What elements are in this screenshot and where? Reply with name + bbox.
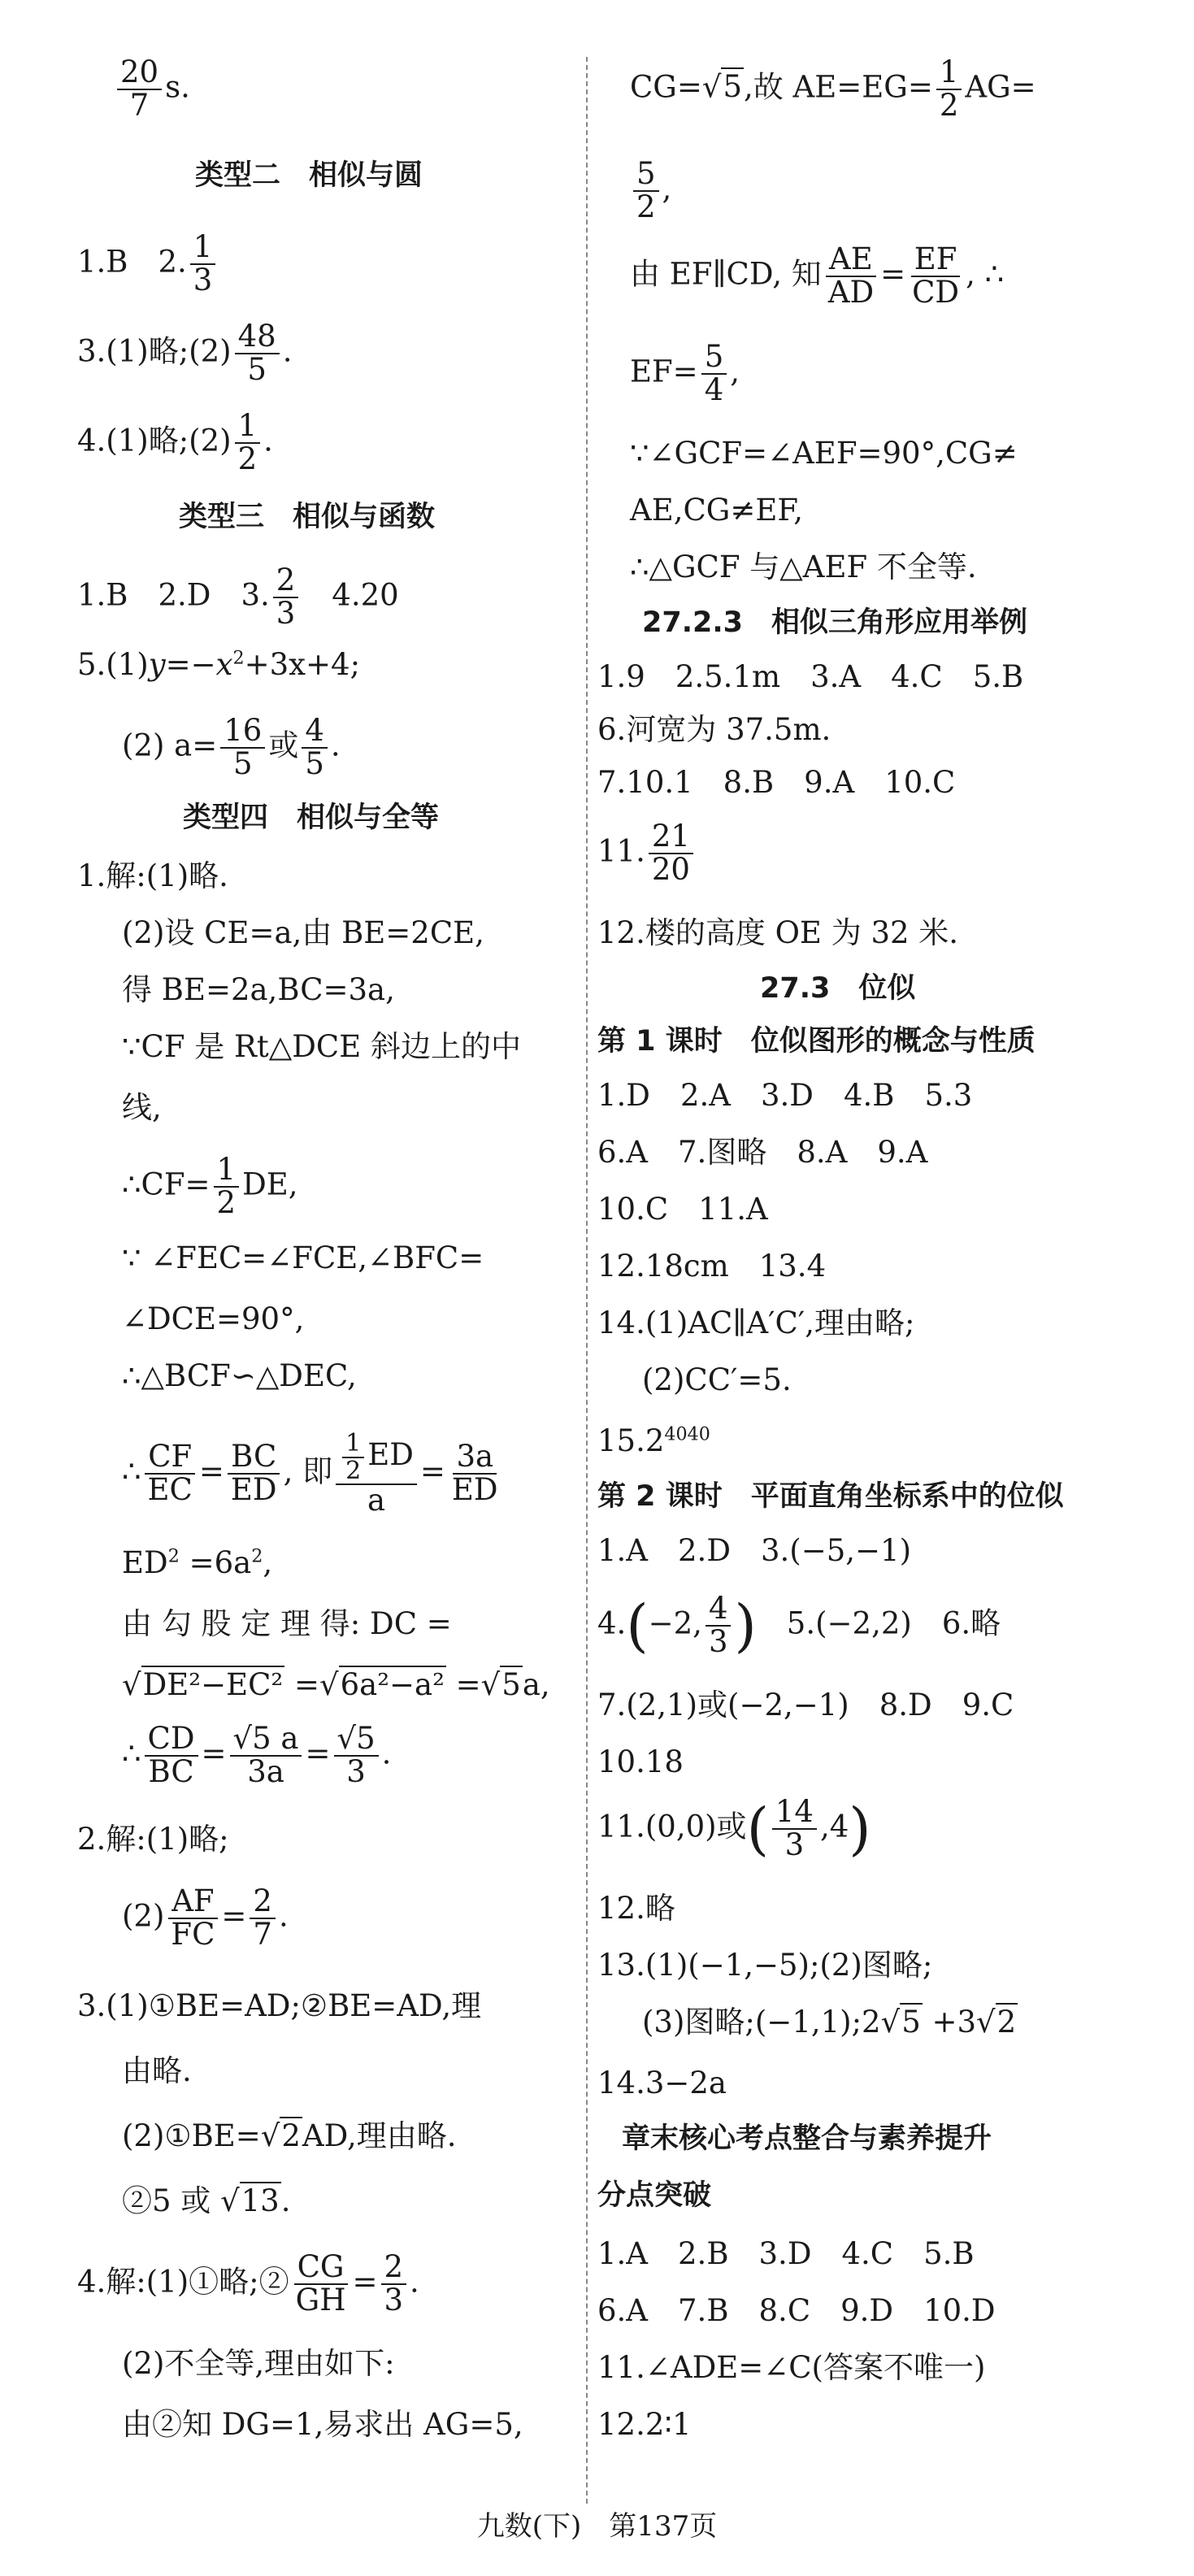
answer-line: ∴△GCF 与△AEF 不全等. [630, 550, 977, 584]
answer-line: (2)设 CE=a,由 BE=2CE, [122, 915, 484, 950]
answer-line: ∴△BCF∽△DEC, [122, 1358, 357, 1393]
answer-line: 12.楼的高度 OE 为 32 米. [597, 915, 959, 950]
answer-line: ∵∠GCF=∠AEF=90°,CG≠ [630, 436, 1018, 471]
answer-line: 6.A 7.图略 8.A 9.A [597, 1135, 928, 1170]
answer-line: (2)①BE=√2AD,理由略. [122, 2118, 457, 2153]
answer-line: ②5 或 √13. [122, 2183, 291, 2218]
answer-line: 14.3−2a [597, 2066, 727, 2100]
answer-line: 12.2∶1 [597, 2407, 692, 2442]
answer-line: 11. $\frac{21}{20}$ [597, 821, 697, 886]
answer-line: 线, [122, 1090, 162, 1125]
answer-line: $15.2^{4040}$ [597, 1423, 710, 1458]
answer-line: ∴ $\frac{CF}{EC}$ = $\frac{BC}{ED}$ , 即 $\frac{1}{2}$ ED a = $\frac{3a}{ED}$ [122, 1429, 498, 1518]
answer-line: ∴CF= $\frac{1}{2}$ DE, [122, 1152, 298, 1220]
answer-line: (2) $\frac{AF}{FC}$ = $\frac{2}{7}$ . [122, 1883, 289, 1952]
section-heading: 27.3 位似 [760, 972, 916, 1005]
answer-line: 1.A 2.D 3.(−5,−1) [597, 1533, 912, 1568]
answer-line: 由 EF∥CD, 知 $\frac{AE}{AD}$ = $\frac{EF}{CD}$ , ∴ [630, 241, 1005, 310]
section-heading: 27.2.3 相似三角形应用举例 [642, 606, 1028, 639]
answer-line: 7.(2,1)或(−2,−1) 8.D 9.C [597, 1688, 1014, 1722]
answer-line: (2) a= $\frac{16}{5}$ 或 $\frac{4}{5}$ . [122, 713, 341, 781]
answer-line: 1.B 2.D 3. $\frac{2}{3}$ 4.20 [77, 563, 399, 631]
answer-line: 10.18 [597, 1744, 684, 1779]
answer-line: 由 勾 股 定 理 得: DC = [122, 1606, 452, 1641]
answer-line: ∵CF 是 Rt△DCE 斜边上的中 [122, 1029, 521, 1064]
answer-line: 1.A 2.B 3.D 4.C 5.B [597, 2236, 975, 2271]
answer-line: AE,CG≠EF, [630, 493, 804, 528]
answer-line: (2)CC′=5. [642, 1362, 792, 1397]
page-footer: 九数(下) 第137页 [476, 2510, 718, 2543]
answer-line: (2)不全等,理由如下: [122, 2346, 395, 2381]
answer-line: 1.B 2. $\frac{1}{3}$ [77, 232, 219, 297]
section-heading: 第 2 课时 平面直角坐标系中的位似 [597, 1480, 1064, 1513]
answer-line: 12.18cm 13.4 [597, 1249, 827, 1284]
answer-line: $ED^2 =6a^2$, [122, 1545, 273, 1580]
answer-line: ∵ ∠FEC=∠FCE,∠BFC= [122, 1240, 484, 1275]
answer-line: 4.(1)略;(2) $\frac{1}{2}$ . [77, 408, 273, 476]
answer-line: 10.C 11.A [597, 1192, 768, 1227]
answer-line: $5.(1)y=-x^2+3x+4$; [77, 647, 361, 682]
section-heading: 类型三 相似与函数 [179, 501, 436, 533]
section-heading: 类型二 相似与圆 [195, 159, 423, 192]
answer-line: 1.D 2.A 3.D 4.B 5.3 [597, 1078, 973, 1113]
answer-line: 1.解:(1)略. [77, 858, 228, 893]
answer-line: 7.10.1 8.B 9.A 10.C [597, 765, 956, 800]
section-heading: 章末核心考点整合与素养提升 [622, 2122, 992, 2155]
section-heading: 类型四 相似与全等 [183, 801, 440, 834]
answer-line: $\frac{20}{7}$ s. [114, 57, 190, 122]
answer-line: 得 BE=2a,BC=3a, [122, 972, 395, 1007]
answer-line: (3)图略;(−1,1);2√5 +3√2 [642, 2005, 1017, 2040]
answer-line: CG=√5,故 AE=EG= $\frac{1}{2}$ AG= [630, 54, 1036, 123]
answer-line: 12.略 [597, 1891, 675, 1926]
answer-line: 3.(1)略;(2) $\frac{48}{5}$ . [77, 319, 293, 387]
answer-line: 11.∠ADE=∠C(答案不唯一) [597, 2350, 986, 2385]
answer-line: 1.9 2.5.1m 3.A 4.C 5.B [597, 659, 1024, 694]
answer-line: 11.(0,0)或( $\frac{14}{3}$ ,4) [597, 1794, 871, 1862]
answer-line: 6.河宽为 37.5m. [597, 712, 831, 747]
answer-line: $\frac{5}{2}$ , [630, 159, 671, 224]
answer-line: 2.解:(1)略; [77, 1822, 229, 1857]
fraction: $\frac{20}{7}$ [117, 57, 162, 122]
column-divider [586, 57, 588, 2504]
answer-line: ∴ $\frac{CD}{BC}$ = $\frac{√5 a}{3a}$ = $\frac{√5}{3}$ . [122, 1721, 392, 1789]
answer-line: 13.(1)(−1,−5);(2)图略; [597, 1948, 933, 1983]
answer-line: 14.(1)AC∥A′C′,理由略; [597, 1305, 915, 1340]
answer-line: ∠DCE=90°, [122, 1301, 305, 1336]
answer-line: 6.A 7.B 8.C 9.D 10.D [597, 2293, 996, 2328]
answer-line: 4.解:(1)①略;② $\frac{CG}{GH}$ = $\frac{2}{3}$ . [77, 2249, 419, 2318]
answer-line: EF= $\frac{5}{4}$ , [630, 339, 740, 407]
answer-line: 3.(1)①BE=AD;②BE=AD,理 [77, 1988, 482, 2023]
answer-line: 4.(−2, $\frac{4}{3}$ ) 5.(−2,2) 6.略 [597, 1591, 1001, 1659]
answer-line: 由②知 DG=1,易求出 AG=5, [122, 2407, 523, 2442]
answer-line: √DE²−EC² =√6a²−a² =√5a, [122, 1667, 550, 1702]
section-heading: 分点突破 [597, 2179, 712, 2212]
answer-line: 由略. [122, 2053, 192, 2088]
section-heading: 第 1 课时 位似图形的概念与性质 [597, 1025, 1036, 1058]
